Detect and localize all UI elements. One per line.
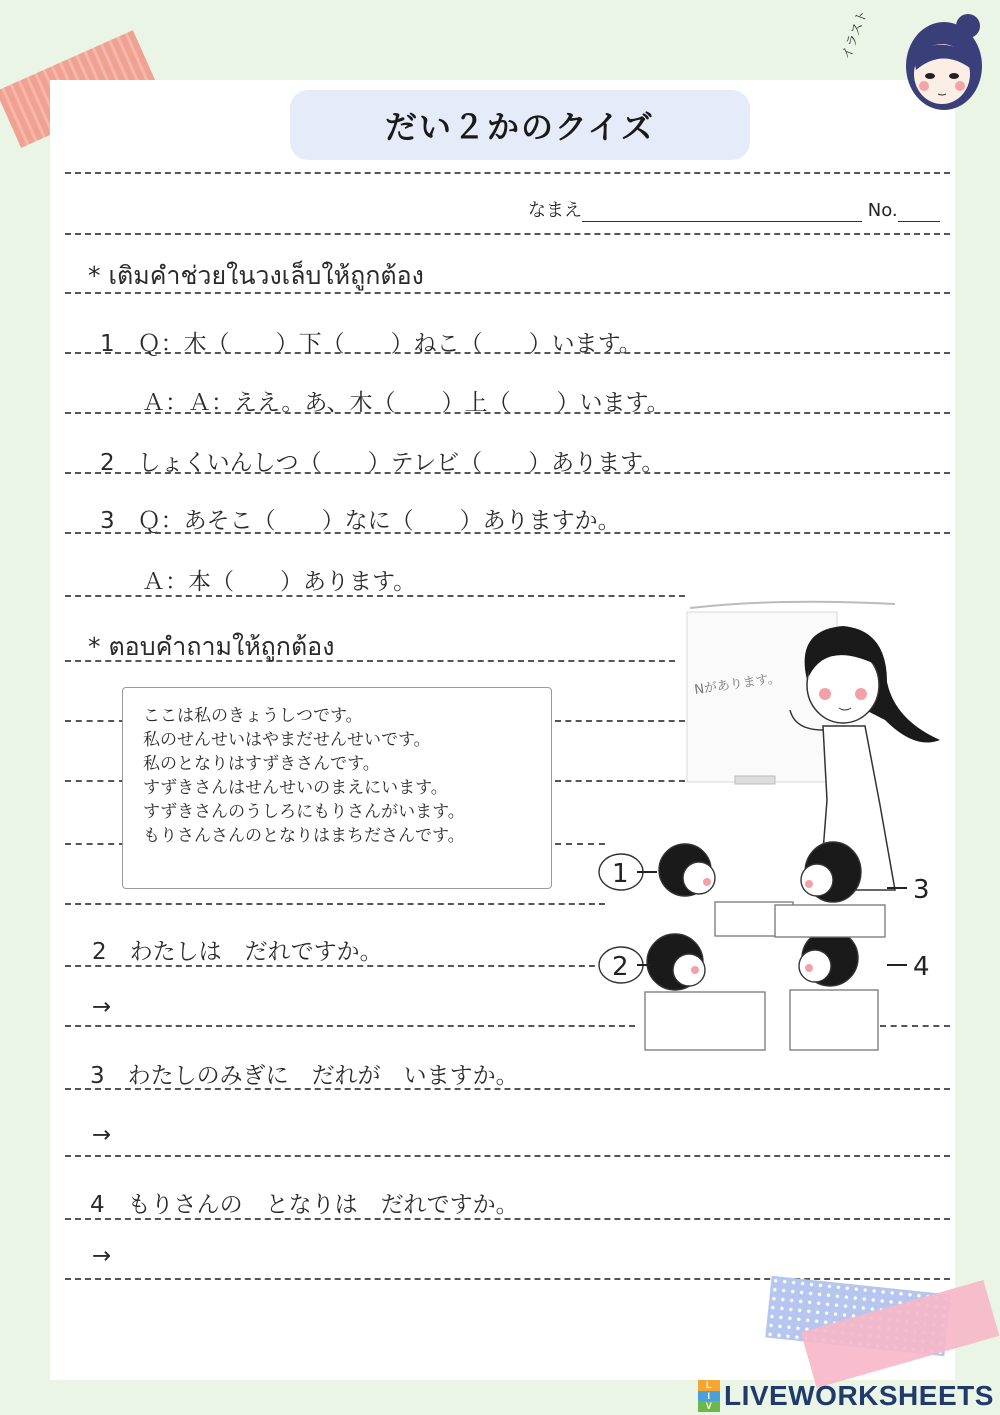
passage-line: すずきさんのうしろにもりさんがいます。 xyxy=(143,802,465,822)
exercise-line: 2 しょくいんしつ（ ）テレビ（ ）あります。 xyxy=(100,450,665,476)
student-label-2 xyxy=(599,947,651,983)
passage-line: すずきさんはせんせいのまえにいます。 xyxy=(143,778,448,798)
dashed-rule xyxy=(65,903,605,905)
passage-line: 私のせんせいはやまだせんせいです。 xyxy=(143,730,431,750)
reading-passage xyxy=(122,687,552,889)
section-heading-answer: * ตอบคำถามให้ถูกต้อง xyxy=(88,632,335,661)
dashed-rule xyxy=(65,843,125,845)
student-label-1 xyxy=(599,854,657,890)
brand-text: LIVEWORKSHEETS xyxy=(724,1380,994,1411)
passage-line: もりさんさんのとなりはまちださんです。 xyxy=(143,826,465,846)
answer-arrow[interactable]: → xyxy=(92,994,112,1020)
exercise-line: Ａ：本（ ）あります。 xyxy=(142,569,417,595)
svg-text:3: 3 xyxy=(913,875,930,905)
classroom-illustration xyxy=(595,590,960,1070)
number-field[interactable] xyxy=(898,205,940,222)
dashed-rule xyxy=(65,780,125,782)
student-2 xyxy=(647,934,705,990)
passage-line: 私のとなりはすずきさんです。 xyxy=(143,754,380,774)
svg-text:1: 1 xyxy=(612,859,629,889)
exercise-line: 1 Ｑ：木（ ）下（ ）ねこ（ ）います。 xyxy=(100,331,642,357)
student-label-4 xyxy=(887,952,930,982)
number-label: No. xyxy=(867,200,898,221)
dashed-rule xyxy=(65,172,950,174)
svg-text:4: 4 xyxy=(913,952,930,982)
question-line: 4 もりさんの となりは だれですか。 xyxy=(90,1192,519,1218)
exercise-line: 3 Ｑ：あそこ（ ）なに（ ）ありますか。 xyxy=(100,508,621,534)
passage-line: ここは私のきょうしつです。 xyxy=(143,706,363,726)
page-title: だい２かのクイズ xyxy=(290,90,750,160)
exercise-line: Ａ：Ａ：ええ。あ、木（ ）上（ ）います。 xyxy=(142,390,670,416)
dashed-rule xyxy=(65,1155,950,1157)
avatar xyxy=(839,8,990,118)
answer-arrow[interactable]: → xyxy=(92,1243,112,1269)
name-label: なまえ xyxy=(528,200,582,221)
brand-icon: L I V xyxy=(698,1380,720,1412)
student-4 xyxy=(799,930,858,986)
student-1 xyxy=(659,844,715,896)
liveworksheets-logo xyxy=(698,1378,994,1414)
dashed-rule xyxy=(65,720,125,722)
name-field[interactable] xyxy=(582,205,862,222)
student-3 xyxy=(801,842,861,902)
avatar-caption: イラスト xyxy=(839,8,872,62)
dashed-rule xyxy=(65,1025,635,1027)
question-line: 2 わたしは だれですか。 xyxy=(92,939,383,965)
answer-arrow[interactable]: → xyxy=(92,1122,112,1148)
dashed-rule xyxy=(65,233,950,235)
board-text: Nがあります。 xyxy=(693,671,782,698)
svg-text:2: 2 xyxy=(612,952,629,982)
section-heading-particles: * เติมคำช่วยในวงเล็บให้ถูกต้อง xyxy=(88,261,424,290)
name-number-row xyxy=(528,196,940,222)
question-line: 3 わたしのみぎに だれが いますか。 xyxy=(90,1063,519,1089)
